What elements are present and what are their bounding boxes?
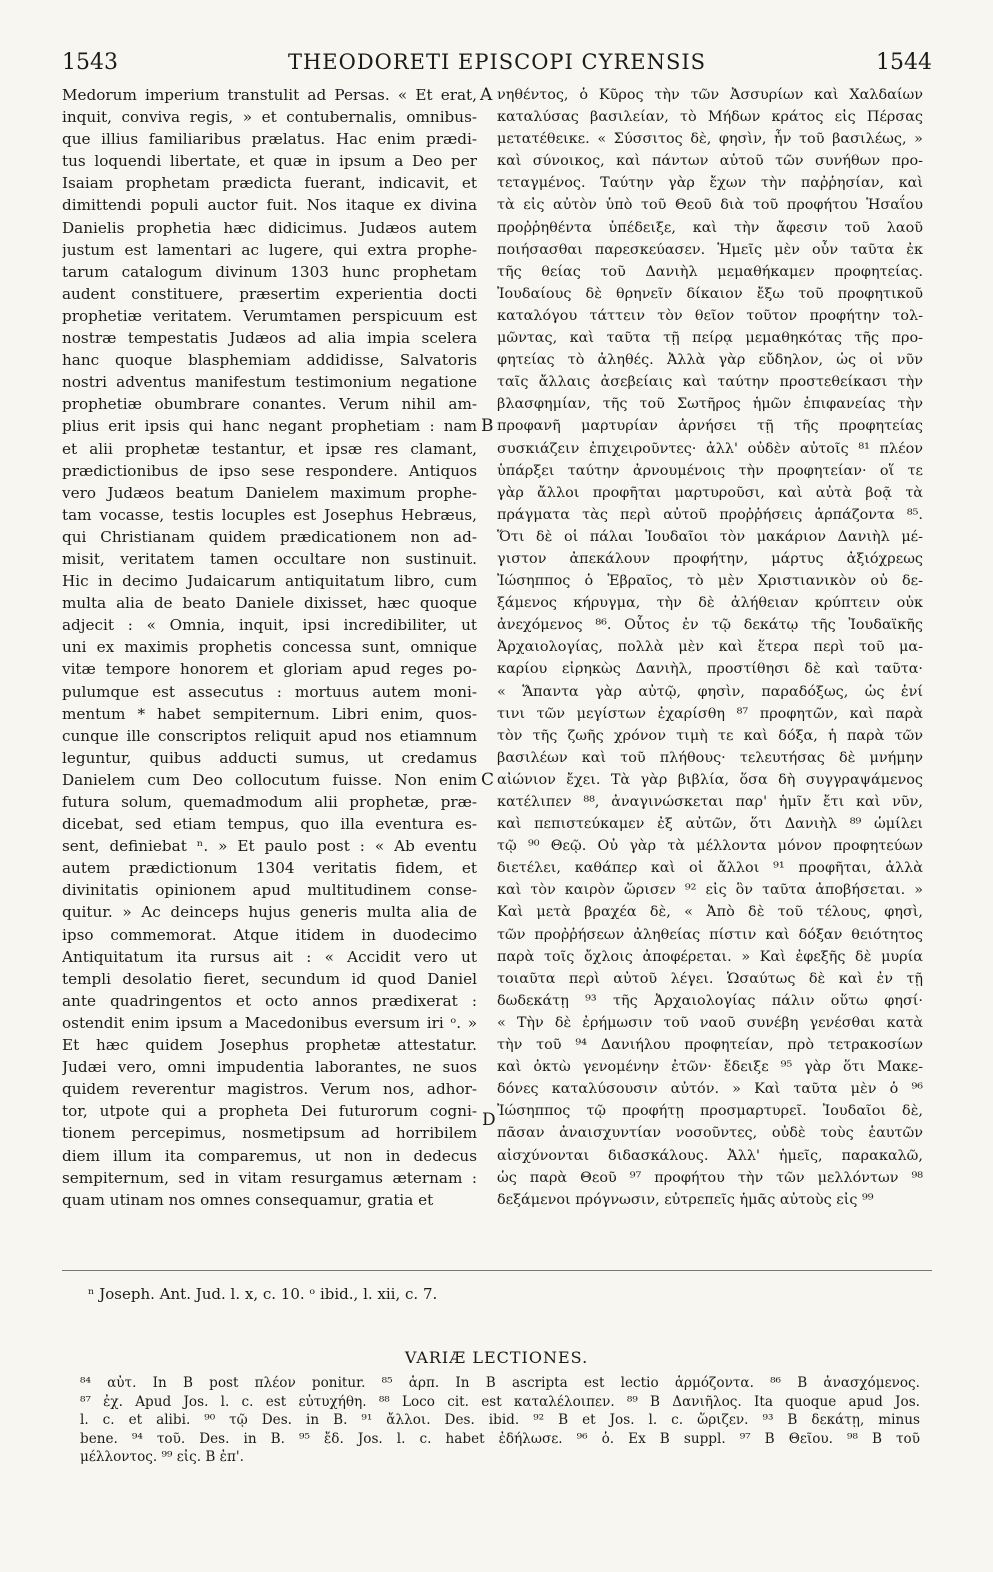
latin-text-line: justum est lamentari ac lugere, qui extra prophe- <box>62 240 477 259</box>
greek-text-line: γὰρ ἄλλοι προφῆται μαρτυροῦσι, καὶ αὐτὰ βοᾷ τὰ <box>497 484 923 501</box>
latin-text-line: tus loquendi libertate, et quæ in ipsum a Deo per <box>62 152 477 171</box>
greek-column <box>497 84 923 1211</box>
greek-text-line: δεξάμενοι πρόγνωσιν, εὐτρεπεῖς ἡμᾶς αὐτοὺς εἰς ⁹⁹ <box>497 1191 874 1208</box>
latin-text-line: et alii prophetæ testantur, et ipsæ res clamant, <box>62 439 477 458</box>
greek-text-line: καταλύσας βασιλείαν, τὸ Μήδων κράτος εἰς Πέρσας <box>497 109 923 126</box>
greek-text-line: νηθέντος, ὁ Κῦρος τὴν τῶν Ἀσσυρίων καὶ Χαλδαίων <box>497 87 923 103</box>
latin-text-line: Hic in decimo Judaicarum antiquitatum libro, cum <box>62 572 477 591</box>
latin-text-line: quitur. » Ac deinceps hujus generis multa alia de <box>62 903 477 922</box>
greek-text-line: προῤῥηθέντα ὑπέδειξε, καὶ τὴν ἄφεσιν τοῦ λαοῦ <box>497 219 923 236</box>
greek-text-line: Ἰώσηππος τῷ προφήτῃ προσμαρτυρεῖ. Ἰουδαῖοι δὲ, <box>497 1103 923 1120</box>
latin-text-line: Danielis prophetia hæc didicimus. Judæos autem <box>62 218 477 237</box>
latin-text-line: uni ex maximis prophetis concessa sunt, omnique <box>62 638 477 657</box>
latin-text-line: Isaiam prophetam prædicta fuerant, indicavit, et <box>62 174 477 193</box>
greek-text-line: τινι τῶν μεγίστων ἐχαρίσθη ⁸⁷ προφητῶν, καὶ παρὰ <box>497 705 923 722</box>
variant-reading-line: ⁸⁴ αὐτ. In B post πλέον ponitur. ⁸⁵ ἁρπ. In B ascripta est lectio ἁρμόζοντα. ⁸⁶ B ἀνασχόμενος. <box>80 1375 920 1391</box>
greek-text-line: προφανῆ μαρτυρίαν ἀρνήσει τῇ τῆς προφητείας <box>497 418 923 435</box>
margin-letter-c: C <box>481 770 495 790</box>
greek-text-line: συσκιάζειν ἐπιχειροῦντες· ἀλλ' οὐδὲν αὐτοῖς ⁸¹ πλέον <box>497 440 923 457</box>
latin-text-line: audent constituere, præsertim experientia docti <box>62 284 477 303</box>
greek-text-line: ὑπάρξει ταύτην ἀρνουμένοις τὴν προφητείαν· οἵ τε <box>497 462 923 479</box>
latin-text-line: adjecit : « Omnia, inquit, ipsi incredibiliter, ut <box>62 616 477 635</box>
greek-text-line: τοιαῦτα περὶ αὐτοῦ λέγει. Ὡσαύτως δὲ καὶ ἐν τῇ <box>497 970 923 987</box>
latin-text-line: hanc quoque blasphemiam addidisse, Salvatoris <box>62 351 477 370</box>
greek-text-line: καὶ τὸν καιρὸν ὥρισεν ⁹² εἰς ὃν ταῦτα ἀποβήσεται. » <box>497 882 923 899</box>
latin-text-line: dicebat, sed etiam tempus, quo illa eventura es- <box>62 815 477 834</box>
margin-letter-d: D <box>482 1110 496 1130</box>
latin-text-line: prædictionibus de ipso sese respondere. Antiquos <box>62 461 477 480</box>
latin-text-line: nostri adventus manifestum testimonium negatione <box>62 373 477 392</box>
greek-text-line: τῶν προῤῥήσεων ἀληθείας πίστιν καὶ δόξαν θειότητος <box>497 926 923 943</box>
greek-text-line: Ἀρχαιολογίας, πολλὰ μὲν καὶ ἕτερα περὶ τοῦ μα- <box>497 639 923 656</box>
greek-text-line: καὶ σύνοικος, καὶ πάντων αὐτοῦ τῶν συνήθων προ- <box>497 153 923 170</box>
greek-text-line: πᾶσαν ἀναισχυντίαν νοσοῦντες, οὐδὲ τοὺς ἑαυτῶν <box>497 1125 923 1142</box>
margin-letter-a: A <box>480 85 493 105</box>
greek-text-line: « Τὴν δὲ ἐρήμωσιν τοῦ ναοῦ συνέβη γενέσθαι κατὰ <box>497 1014 923 1031</box>
greek-text-line: αἰώνιον ἔχει. Τὰ γὰρ βιβλία, ὅσα δὴ συγγραψάμενος <box>497 771 923 788</box>
page-header <box>62 50 932 84</box>
latin-text-line: Antiquitatum ita rursus ait : « Accidit vero ut <box>62 947 477 966</box>
greek-text-line: « Ἅπαντα γὰρ αὐτῷ, φησὶν, παραδόξως, ὡς ἑνί <box>497 683 923 700</box>
latin-text-line: Et hæc quidem Josephus prophetæ attestatur. <box>62 1036 477 1055</box>
latin-text-line: ante quadringentos et octo annos prædixerat : <box>62 991 477 1010</box>
greek-text-line: μῶντας, καὶ ταῦτα τῇ πείρᾳ μεμαθηκότας τῆς προ- <box>497 330 923 347</box>
latin-text-line: ostendit enim ipsum a Macedonibus eversum iri ᵒ. » <box>62 1013 477 1032</box>
greek-text-line: δωδεκάτῃ ⁹³ τῆς Ἀρχαιολογίας πάλιν οὕτω φησί· <box>497 992 923 1009</box>
greek-text-line: αἰσχύνονται διδασκάλους. Ἀλλ' ἡμεῖς, παρακαλῶ, <box>497 1147 923 1164</box>
greek-text-line: Ἰουδαίους δὲ θρηνεῖν δίκαιον ἔξω τοῦ προφητικοῦ <box>497 285 923 302</box>
running-title: THEODORETI EPISCOPI CYRENSIS <box>287 50 707 74</box>
latin-text-line: ipso commemorat. Atque itidem in duodecimo <box>62 925 477 944</box>
latin-text-line: vitæ tempore honorem et gloriam apud reges po- <box>62 660 477 679</box>
latin-text-line: pulumque est assecutus : mortuus autem moni- <box>62 682 477 701</box>
variant-reading-line: ⁸⁷ ἐχ. Apud Jos. l. c. est εὐτυχήθη. ⁸⁸ Loco cit. est καταλέλοιπεν. ⁸⁹ B Δανιῆλος. Ita quoque apud Jos. <box>80 1393 920 1410</box>
greek-text-line: ὡς παρὰ Θεοῦ ⁹⁷ προφήτου τὴν τῶν μελλόντων ⁹⁸ <box>497 1169 923 1186</box>
page-number-right: 1544 <box>876 50 932 75</box>
latin-text-line: sempiternum, sed in vitam resurgamus æternam : <box>62 1168 477 1187</box>
greek-text-line: Καὶ μετὰ βραχέα δὲ, « Ἀπὸ δὲ τοῦ τέλους, φησὶ, <box>497 904 923 921</box>
greek-text-line: γιστον ἀπεκάλουν προφήτην, μάρτυς ἀξιόχρεως <box>497 550 923 567</box>
latin-text-line: futura solum, quemadmodum alii prophetæ, præ- <box>62 793 477 811</box>
latin-text-line: nostræ tempestatis Judæos ad alia impia scelera <box>62 329 477 348</box>
greek-text-line: τεταγμένος. Ταύτην γὰρ ἔχων τὴν παῤῥησίαν, καὶ <box>497 175 923 192</box>
latin-text-line: tor, utpote qui a propheta Dei futurorum cogni- <box>62 1102 477 1121</box>
greek-text-line: μετατέθεικε. « Σύσσιτος δὲ, φησὶν, ἦν τοῦ βασιλέως, » <box>497 131 923 148</box>
latin-text-line: leguntur, quibus adducti sumus, ut credamus <box>62 748 477 767</box>
footnote: ⁿ Joseph. Ant. Jud. l. x, c. 10. ᵒ ibid., l. xii, c. 7. <box>88 1285 438 1303</box>
greek-text-line: τῆς θείας τοῦ Δανιὴλ μεμαθήκαμεν προφητείας. <box>497 263 923 280</box>
greek-text-line: καταλόγου τάττειν τὸν θεῖον τοῦτον προφήτην τολ- <box>497 307 923 324</box>
latin-text-line: Medorum imperium transtulit ad Persas. « Et erat, <box>62 86 477 104</box>
latin-text-line: qui Christianam quidem prædicationem non ad- <box>62 527 477 546</box>
greek-text-line: κατέλιπεν ⁸⁸, ἀναγινώσκεται παρ' ἡμῖν ἔτι καὶ νῦν, <box>497 794 923 810</box>
latin-text-line: quidem reverentur magistros. Verum nos, adhor- <box>62 1080 477 1099</box>
greek-text-line: ἀνεχόμενος ⁸⁶. Οὗτος ἐν τῷ δεκάτῳ τῆς Ἰουδαϊκῆς <box>497 617 923 634</box>
latin-text-line: quam utinam nos omnes consequamur, gratia et <box>62 1190 434 1209</box>
latin-text-line: tionem percepimus, nosmetipsum ad horribilem <box>62 1124 477 1143</box>
latin-text-line: diem illum ita comparemus, ut non in dedecus <box>62 1146 477 1165</box>
page-number-left: 1543 <box>62 50 118 75</box>
greek-text-line: καρίου εἰρηκὼς Δανιὴλ, προστίθησι δὲ καὶ ταῦτα· <box>497 661 923 678</box>
greek-text-line: διετέλει, καθάπερ καὶ οἱ ἄλλοι ⁹¹ προφῆται, ἀλλὰ <box>497 860 923 877</box>
latin-text-line: prophetiæ veritatem. Verumtamen perspicuum est <box>62 306 477 325</box>
latin-text-line: Judæi vero, omni impudentia laborantes, ne suos <box>62 1058 477 1077</box>
latin-text-line: que illius familiaribus prælatus. Hac enim prædi- <box>62 130 477 149</box>
greek-text-line: Ἰώσηππος ὁ Ἑβραῖος, τὸ μὲν Χριστιανικὸν οὐ δε- <box>497 573 923 590</box>
latin-text-line: tam vocasse, testis locuples est Josephus Hebræus, <box>62 505 477 524</box>
greek-text-line: τὰ εἰς αὐτὸν ὑπὸ τοῦ Θεοῦ διὰ τοῦ προφήτου Ἡσαΐου <box>497 197 923 214</box>
variant-reading-line: μέλλοντος. ⁹⁹ εἰς. B ἐπ'. <box>80 1449 244 1465</box>
latin-text-line: prophetiæ obumbrare conantes. Verum nihil am- <box>62 395 477 414</box>
greek-text-line: καὶ πεπιστεύκαμεν ἐξ αὐτῶν, ὅτι Δανιὴλ ⁸⁹ ὡμίλει <box>497 816 923 833</box>
greek-text-line: βασιλέων καὶ τοῦ πλήθους· τελευτήσας δὲ μνήμην <box>497 749 923 766</box>
latin-text-line: plius erit ipsis qui hanc negant prophetiam : nam <box>62 417 477 436</box>
greek-text-line: δόνες καταλύσουσιν αὐτόν. » Καὶ ταῦτα μὲν ὁ ⁹⁶ <box>497 1081 923 1098</box>
latin-text-line: cunque ille conscriptos reliquit apud nos etiamnum <box>62 726 477 745</box>
latin-text-line: inquit, conviva regis, » et contubernalis, omnibus- <box>62 108 477 127</box>
greek-text-line: βλασφημίαν, τῆς τοῦ Σωτῆρος ἡμῶν ἐπιφανείας τὴν <box>497 396 923 413</box>
latin-text-line: Danielem cum Deo collocutum fuisse. Non enim <box>62 770 477 789</box>
variant-reading-line: bene. ⁹⁴ τοῦ. Des. in B. ⁹⁵ ἔδ. Jos. l. c. habet ἐδήλωσε. ⁹⁶ ὁ. Ex B suppl. ⁹⁷ B Θεῖου. ⁹⁸ B τοῦ <box>80 1430 920 1447</box>
greek-text-line: τῷ ⁹⁰ Θεῷ. Οὐ γὰρ τὰ μέλλοντα μόνον προφητεύων <box>497 838 923 855</box>
greek-text-line: παρὰ τοῖς ὄχλοις ἀποφέρεται. » Καὶ ἐφεξῆς δὲ μυρία <box>497 948 923 965</box>
latin-column <box>62 84 477 1211</box>
latin-text-line: mentum * habet sempiternum. Libri enim, quos- <box>62 704 477 723</box>
latin-text-line: vero Judæos beatum Danielem maximum prophe- <box>62 483 477 502</box>
greek-text-line: τὴν τοῦ ⁹⁴ Δανιήλου προφητείαν, πρὸ τετρακοσίων <box>497 1037 923 1054</box>
latin-text-line: multa alia de beato Daniele dixisset, hæc quoque <box>62 594 477 613</box>
variae-lectiones <box>80 1374 920 1467</box>
variant-reading-line: l. c. et alibi. ⁹⁰ τῷ Des. in B. ⁹¹ ἄλλοι. Des. ibid. ⁹² B et Jos. l. c. ὥριζεν. ⁹³ B δεκάτῃ, minus <box>80 1412 920 1428</box>
latin-text-line: templi desolatio fieret, secundum id quod Daniel <box>62 969 477 988</box>
variae-lectiones-title: VARIÆ LECTIONES. <box>404 1348 589 1367</box>
latin-text-line: autem prædictionum 1304 veritatis fidem, et <box>62 859 477 878</box>
latin-text-line: dimittendi populi auctor fuit. Nos itaque ex divina <box>62 196 477 215</box>
footnote-rule <box>62 1270 932 1271</box>
greek-text-line: ποιήσασθαι παρεσκεύασεν. Ἡμεῖς μὲν οὖν ταῦτα ἐκ <box>497 241 923 258</box>
greek-text-line: Ὅτι δὲ οἱ πάλαι Ἰουδαῖοι τὸν μακάριον Δανιὴλ μέ- <box>497 528 923 545</box>
margin-letter-b: B <box>481 416 494 436</box>
greek-text-line: ξάμενος κήρυγμα, τὴν δὲ ἀλήθειαν κρύπτειν οὐκ <box>497 595 923 612</box>
latin-text-line: sent, definiebat ⁿ. » Et paulo post : « Ab eventu <box>62 837 477 856</box>
latin-text-line: tarum catalogum divinum 1303 hunc prophetam <box>62 262 477 281</box>
greek-text-line: φητείας τὸ ἀληθές. Ἀλλὰ γὰρ εὔδηλον, ὡς οἱ νῦν <box>497 352 923 369</box>
greek-text-line: καὶ ὀκτὼ γενομένην ἐτῶν· ἔδειξε ⁹⁵ γὰρ ὅτι Μακε- <box>497 1059 923 1076</box>
latin-text-line: divinitatis opinionem apud multitudinem conse- <box>62 881 477 900</box>
greek-text-line: τὸν τῆς ζωῆς χρόνον τιμὴ τε καὶ δόξα, ἡ παρὰ τῶν <box>497 727 923 744</box>
greek-text-line: πράγματα τὰς περὶ αὐτοῦ προῤῥήσεις ἁρπάζοντα ⁸⁵. <box>497 506 923 523</box>
latin-text-line: misit, veritatem tamen occultare non sustinuit. <box>62 549 477 568</box>
greek-text-line: ταῖς ἄλλαις ἀσεβείαις καὶ ταύτην προστεθείκασι τὴν <box>497 374 923 391</box>
